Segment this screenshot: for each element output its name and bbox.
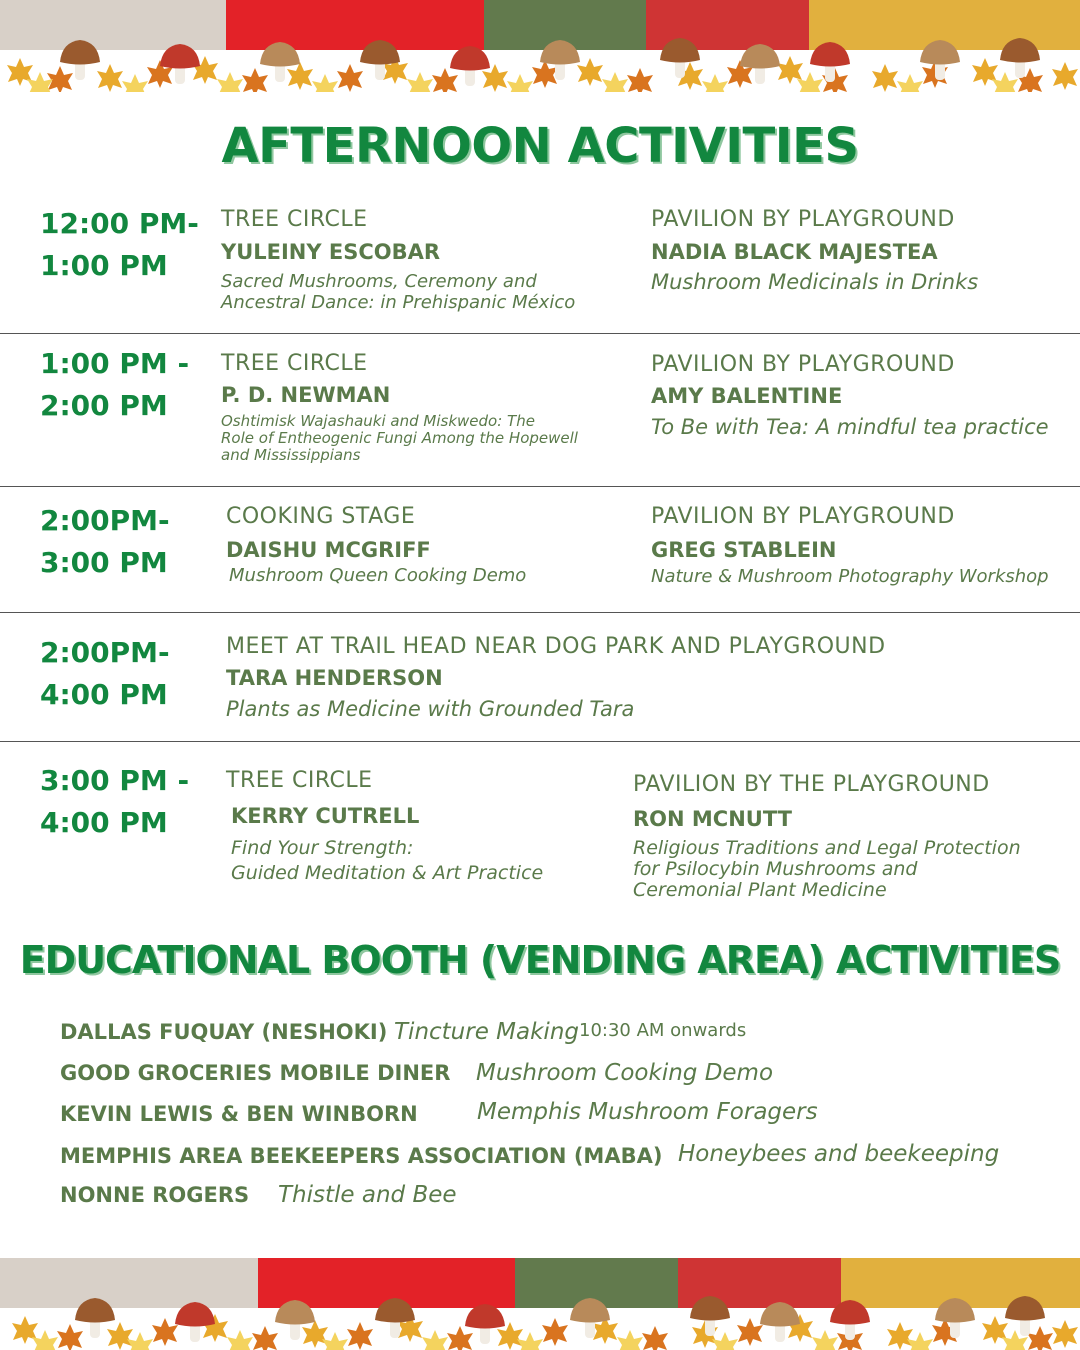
time-end: 4:00 PM (40, 806, 168, 839)
bottom-decorative-border (0, 1258, 1080, 1350)
talk-title-line: Find Your Strength: (231, 837, 414, 859)
time-end: 1:00 PM (40, 249, 168, 282)
talk-title-line: Ceremonial Plant Medicine (633, 879, 887, 901)
venue-label: TREE CIRCLE (221, 207, 368, 232)
talk-title-line: Guided Meditation & Art Practice (231, 862, 544, 884)
talk-title: To Be with Tea: A mindful tea practice (651, 415, 1049, 439)
page-title: AFTERNOON ACTIVITIES (221, 118, 859, 174)
talk-title-line: Religious Traditions and Legal Protection (633, 837, 1021, 859)
talk-title: Plants as Medicine with Grounded Tara (226, 697, 635, 721)
talk-title-line: Sacred Mushrooms, Ceremony and (221, 271, 537, 292)
talk-title: Mushroom Queen Cooking Demo (229, 565, 527, 586)
autumn-leaves-mushrooms-icon (0, 0, 1080, 92)
presenter-name: RON MCNUTT (633, 807, 792, 831)
booth-name: GOOD GROCERIES MOBILE DINER (60, 1061, 451, 1085)
presenter-name: AMY BALENTINE (651, 384, 843, 408)
venue-label: PAVILION BY THE PLAYGROUND (633, 772, 990, 797)
booth-activity: Memphis Mushroom Foragers (477, 1099, 818, 1125)
booth-name: DALLAS FUQUAY (NESHOKI) (60, 1020, 388, 1044)
autumn-leaves-mushrooms-icon (0, 1258, 1080, 1350)
top-decorative-border (0, 0, 1080, 92)
venue-label: MEET AT TRAIL HEAD NEAR DOG PARK AND PLAYGROUND (226, 634, 886, 659)
talk-title-line: for Psilocybin Mushrooms and (633, 858, 918, 880)
venue-label: TREE CIRCLE (221, 351, 368, 376)
talk-title: Mushroom Medicinals in Drinks (651, 270, 979, 294)
presenter-name: TARA HENDERSON (226, 666, 443, 690)
presenter-name: NADIA BLACK MAJESTEA (651, 240, 938, 264)
venue-label: COOKING STAGE (226, 504, 416, 529)
booth-name: NONNE ROGERS (60, 1183, 250, 1207)
time-end: 3:00 PM (40, 546, 168, 579)
divider (0, 486, 1080, 487)
divider (0, 741, 1080, 742)
presenter-name: DAISHU MCGRIFF (226, 538, 431, 562)
divider (0, 333, 1080, 334)
time-start: 3:00 PM - (40, 764, 190, 797)
presenter-name: GREG STABLEIN (651, 538, 837, 562)
booth-activity: Honeybees and beekeeping (678, 1141, 1000, 1167)
presenter-name: P. D. NEWMAN (221, 383, 391, 407)
talk-title-line: and Mississippians (221, 446, 361, 464)
talk-title-line: Oshtimisk Wajashauki and Miskwedo: The (221, 412, 535, 430)
booth-activity: Thistle and Bee (278, 1182, 457, 1208)
talk-title-line: Role of Entheogenic Fungi Among the Hopewell (221, 429, 578, 447)
venue-label: TREE CIRCLE (226, 768, 373, 793)
venue-label: PAVILION BY PLAYGROUND (651, 504, 955, 529)
section-title: EDUCATIONAL BOOTH (VENDING AREA) ACTIVITIES (19, 938, 1061, 982)
presenter-name: KERRY CUTRELL (231, 804, 420, 828)
talk-title-line: Ancestral Dance: in Prehispanic México (221, 292, 576, 313)
presenter-name: YULEINY ESCOBAR (221, 240, 441, 264)
booth-time-note: 10:30 AM onwards (579, 1020, 747, 1041)
booth-name: MEMPHIS AREA BEEKEEPERS ASSOCIATION (MABA) (60, 1144, 663, 1168)
talk-title: Nature & Mushroom Photography Workshop (651, 566, 1049, 587)
time-end: 4:00 PM (40, 678, 168, 711)
time-start: 2:00PM- (40, 504, 170, 537)
booth-activity: Tincture Making (394, 1019, 579, 1045)
time-start: 1:00 PM - (40, 347, 190, 380)
time-start: 12:00 PM- (40, 207, 199, 240)
booth-activity: Mushroom Cooking Demo (476, 1060, 774, 1086)
time-start: 2:00PM- (40, 636, 170, 669)
venue-label: PAVILION BY PLAYGROUND (651, 352, 955, 377)
divider (0, 612, 1080, 613)
booth-name: KEVIN LEWIS & BEN WINBORN (60, 1102, 418, 1126)
time-end: 2:00 PM (40, 389, 168, 422)
venue-label: PAVILION BY PLAYGROUND (651, 207, 955, 232)
